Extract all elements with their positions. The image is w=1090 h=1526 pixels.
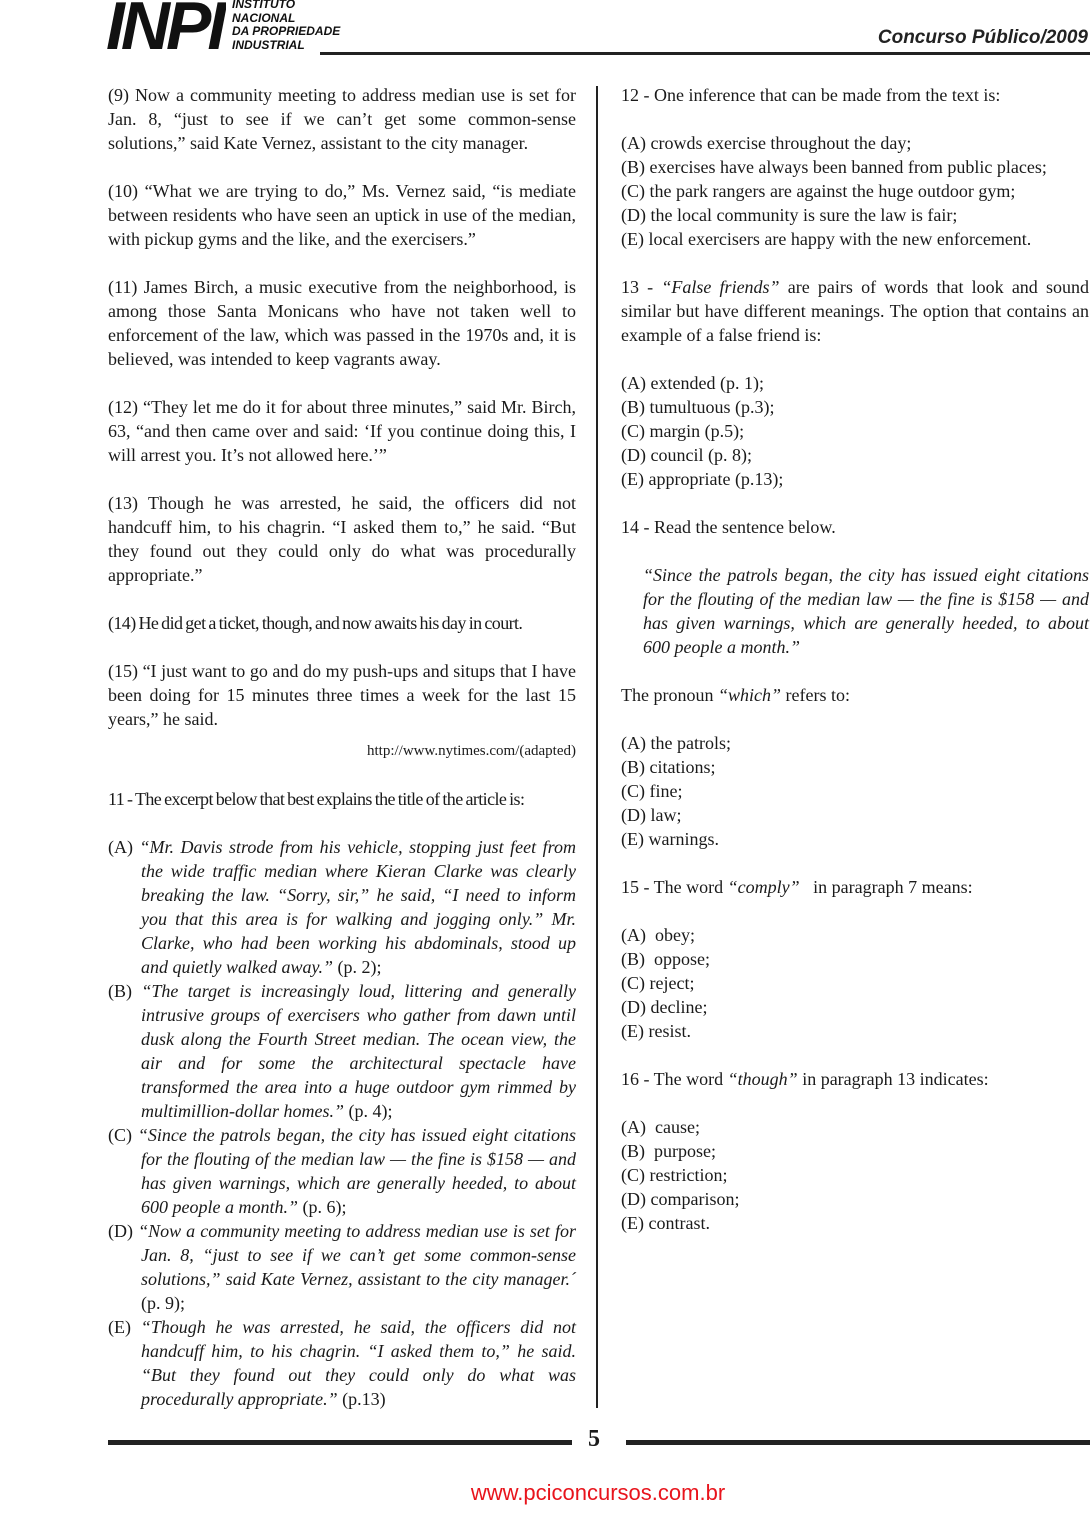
paragraph-13: (13) Though he was arrested, he said, the officers did not handcuff him, to his chagrin. “I asked them to,” he said. “But they found out they could only do what was procedurally appropriate.” (108, 493, 576, 585)
logo-line: NACIONAL (232, 10, 296, 25)
logo-line: DA PROPRIEDADE (232, 24, 341, 38)
q13-text: are pairs of words that look and sound similar but have different meanings. The option that contains an example of a false friend is: (621, 277, 1089, 345)
answer-option: (D) council (p. 8); (621, 445, 752, 465)
answer-option: (C) margin (p.5); (621, 421, 745, 441)
question-15-stem (621, 875, 1089, 899)
q14-term: “which” (717, 685, 782, 705)
option-quote: “Mr. Davis strode from his vehicle, stopping just feet from the wide traffic median where Kieran Clarke was clearly breaking the law. “Sorry, sir,” he said, “I need to inform you that this area is for walking and jogging only.” Mr. Clarke, who had been working his abdominals, stood up and quietly walked away.” (139, 837, 576, 977)
q16-pre: 16 - The word (621, 1069, 728, 1089)
answer-option: (C) reject; (621, 973, 695, 993)
footer-url[interactable]: www.pciconcursos.com.br (470, 1480, 726, 1505)
question-12-stem: 12 - One inference that can be made from the text is: (621, 85, 1001, 105)
question-14-options (621, 731, 1089, 851)
option-reference: (p. 9); (141, 1293, 185, 1313)
answer-option (108, 1219, 576, 1315)
answer-option: (D) law; (621, 805, 682, 825)
answer-option (108, 835, 576, 979)
option-reference: (p.13) (337, 1389, 386, 1409)
answer-option: (E) local exercisers are happy with the new enforcement. (621, 229, 1032, 249)
logo-line: INSTITUTO (232, 0, 296, 11)
option-label: (B) (108, 981, 142, 1001)
paragraph-14: (14) He did get a ticket, though, and now awaits his day in court. (108, 613, 523, 633)
q15-post: in paragraph 7 means: (799, 877, 973, 897)
footer-rule-right (626, 1440, 1090, 1445)
page-number: 5 (588, 1426, 600, 1452)
q15-pre: 15 - The word (621, 877, 728, 897)
question-14-stem: 14 - Read the sentence below. (621, 517, 836, 537)
answer-option: (A) obey; (621, 925, 695, 945)
answer-option: (C) restriction; (621, 1165, 728, 1185)
header-title: Concurso Público/2009 (877, 27, 1088, 48)
answer-option: (B) citations; (621, 757, 716, 777)
question-11-options (108, 835, 576, 1411)
question-13-options (621, 371, 1089, 491)
answer-option: (D) the local community is sure the law is fair; (621, 205, 958, 225)
answer-option: (E) resist. (621, 1021, 691, 1041)
answer-option: (D) decline; (621, 997, 708, 1017)
answer-option: (C) fine; (621, 781, 683, 801)
paragraph-12: (12) “They let me do it for about three minutes,” said Mr. Birch, 63, “and then came over and said: ‘If you continue doing this, I will arrest you. It’s not allowed here.’” (108, 397, 576, 465)
answer-option: (A) the patrols; (621, 733, 731, 753)
option-reference: (p. 2); (332, 957, 382, 977)
paragraph-11: (11) James Birch, a music executive from the neighborhood, is among those Santa Monicans who have not taken well to enforcement of the law, which was passed in the 1970s and, it is believed, was intended to keep vagrants away. (108, 277, 576, 369)
question-14-quote: “Since the patrols began, the city has issued eight citations for the flouting of the median law — the fine is $158 — and has given warnings, which are generally heeded, to about 600 people a month.” (643, 565, 1089, 657)
answer-option: (B) exercises have always been banned from public places; (621, 157, 1047, 177)
left-column (108, 83, 576, 1411)
logo-text (232, 0, 340, 52)
answer-option: (B) purpose; (621, 1141, 716, 1161)
q13-term: “False friends” (661, 277, 780, 297)
footer-rule-left (108, 1440, 572, 1445)
paragraph-10: (10) “What we are trying to do,” Ms. Vernez said, “is mediate between residents who have seen an uptick in use of the median, with pickup gyms and the like, and the exercisers.” (108, 181, 576, 249)
header-rule (320, 52, 1090, 55)
answer-option: (B) tumultuous (p.3); (621, 397, 775, 417)
paragraph-9: (9) Now a community meeting to address median use is set for Jan. 8, “just to see if we can’t get some common-sense solutions,” said Kate Vernez, assistant to the city manager. (108, 85, 576, 153)
q13-number: 13 - (621, 277, 662, 297)
option-label: (D) (108, 1221, 139, 1241)
paragraph-15: (15) “I just want to go and do my push-ups and situps that I have been doing for 15 minutes three times a week for the last 15 years,” he said. (108, 661, 576, 729)
q14-post: refers to: (781, 685, 850, 705)
q16-post: in paragraph 13 indicates: (797, 1069, 989, 1089)
answer-option: (A) crowds exercise throughout the day; (621, 133, 912, 153)
option-quote: “Since the patrols began, the city has issued eight citations for the flouting of the median law — the fine is $158 — and has given warnings, which are generally heeded, to about 600 people a month.” (137, 1125, 577, 1217)
question-16-options (621, 1115, 1089, 1235)
question-16-stem (621, 1067, 1089, 1091)
question-14-prompt (621, 683, 1089, 707)
answer-option: (E) warnings. (621, 829, 719, 849)
q14-pre: The pronoun (621, 685, 718, 705)
answer-option: (A) cause; (621, 1117, 700, 1137)
logo-line: INDUSTRIAL (232, 37, 305, 52)
answer-option: (B) oppose; (621, 949, 710, 969)
right-column (621, 83, 1089, 1235)
option-quote: “Though he was arrested, he said, the officers did not handcuff him, to his chagrin. “I asked them to,” he said. “But they found out they could only do what was procedurally appropriate.” (140, 1317, 577, 1409)
option-label: (A) (108, 837, 140, 857)
question-15-options (621, 923, 1089, 1043)
answer-option (108, 1315, 576, 1411)
inpi-logo: INPI (106, 0, 223, 60)
option-quote: “The target is increasingly loud, littering and generally intrusive groups of exercisers who gather from dawn until dusk along the Fourth Street median. The ocean view, the air and for some the architectural spectacle have transformed the area into a huge outdoor gym rimmed by multimillion-dollar homes.” (141, 981, 576, 1121)
question-11-stem: 11 - The excerpt below that best explains the title of the article is: (108, 789, 525, 809)
q15-term: “comply” (727, 877, 800, 897)
option-reference: (p. 6); (298, 1197, 347, 1217)
answer-option: (D) comparison; (621, 1189, 740, 1209)
question-13-stem (621, 275, 1089, 347)
answer-option (108, 1123, 576, 1219)
column-divider (596, 86, 598, 1408)
answer-option: (E) contrast. (621, 1213, 710, 1233)
question-12-options (621, 131, 1089, 251)
answer-option (108, 979, 576, 1123)
option-quote: “Now a community meeting to address median use is set for Jan. 8, “just to see if we can’t get some common-sense solutions,” said Kate Vernez, assistant to the city manager.´ (138, 1221, 576, 1289)
source-link: http://www.nytimes.com/(adapted) (367, 743, 576, 759)
option-reference: (p. 4); (344, 1101, 393, 1121)
q16-term: “though” (727, 1069, 798, 1089)
answer-option: (A) extended (p. 1); (621, 373, 764, 393)
answer-option: (C) the park rangers are against the huge outdoor gym; (621, 181, 1016, 201)
option-label: (C) (108, 1125, 138, 1145)
option-label: (E) (108, 1317, 141, 1337)
answer-option: (E) appropriate (p.13); (621, 469, 784, 489)
